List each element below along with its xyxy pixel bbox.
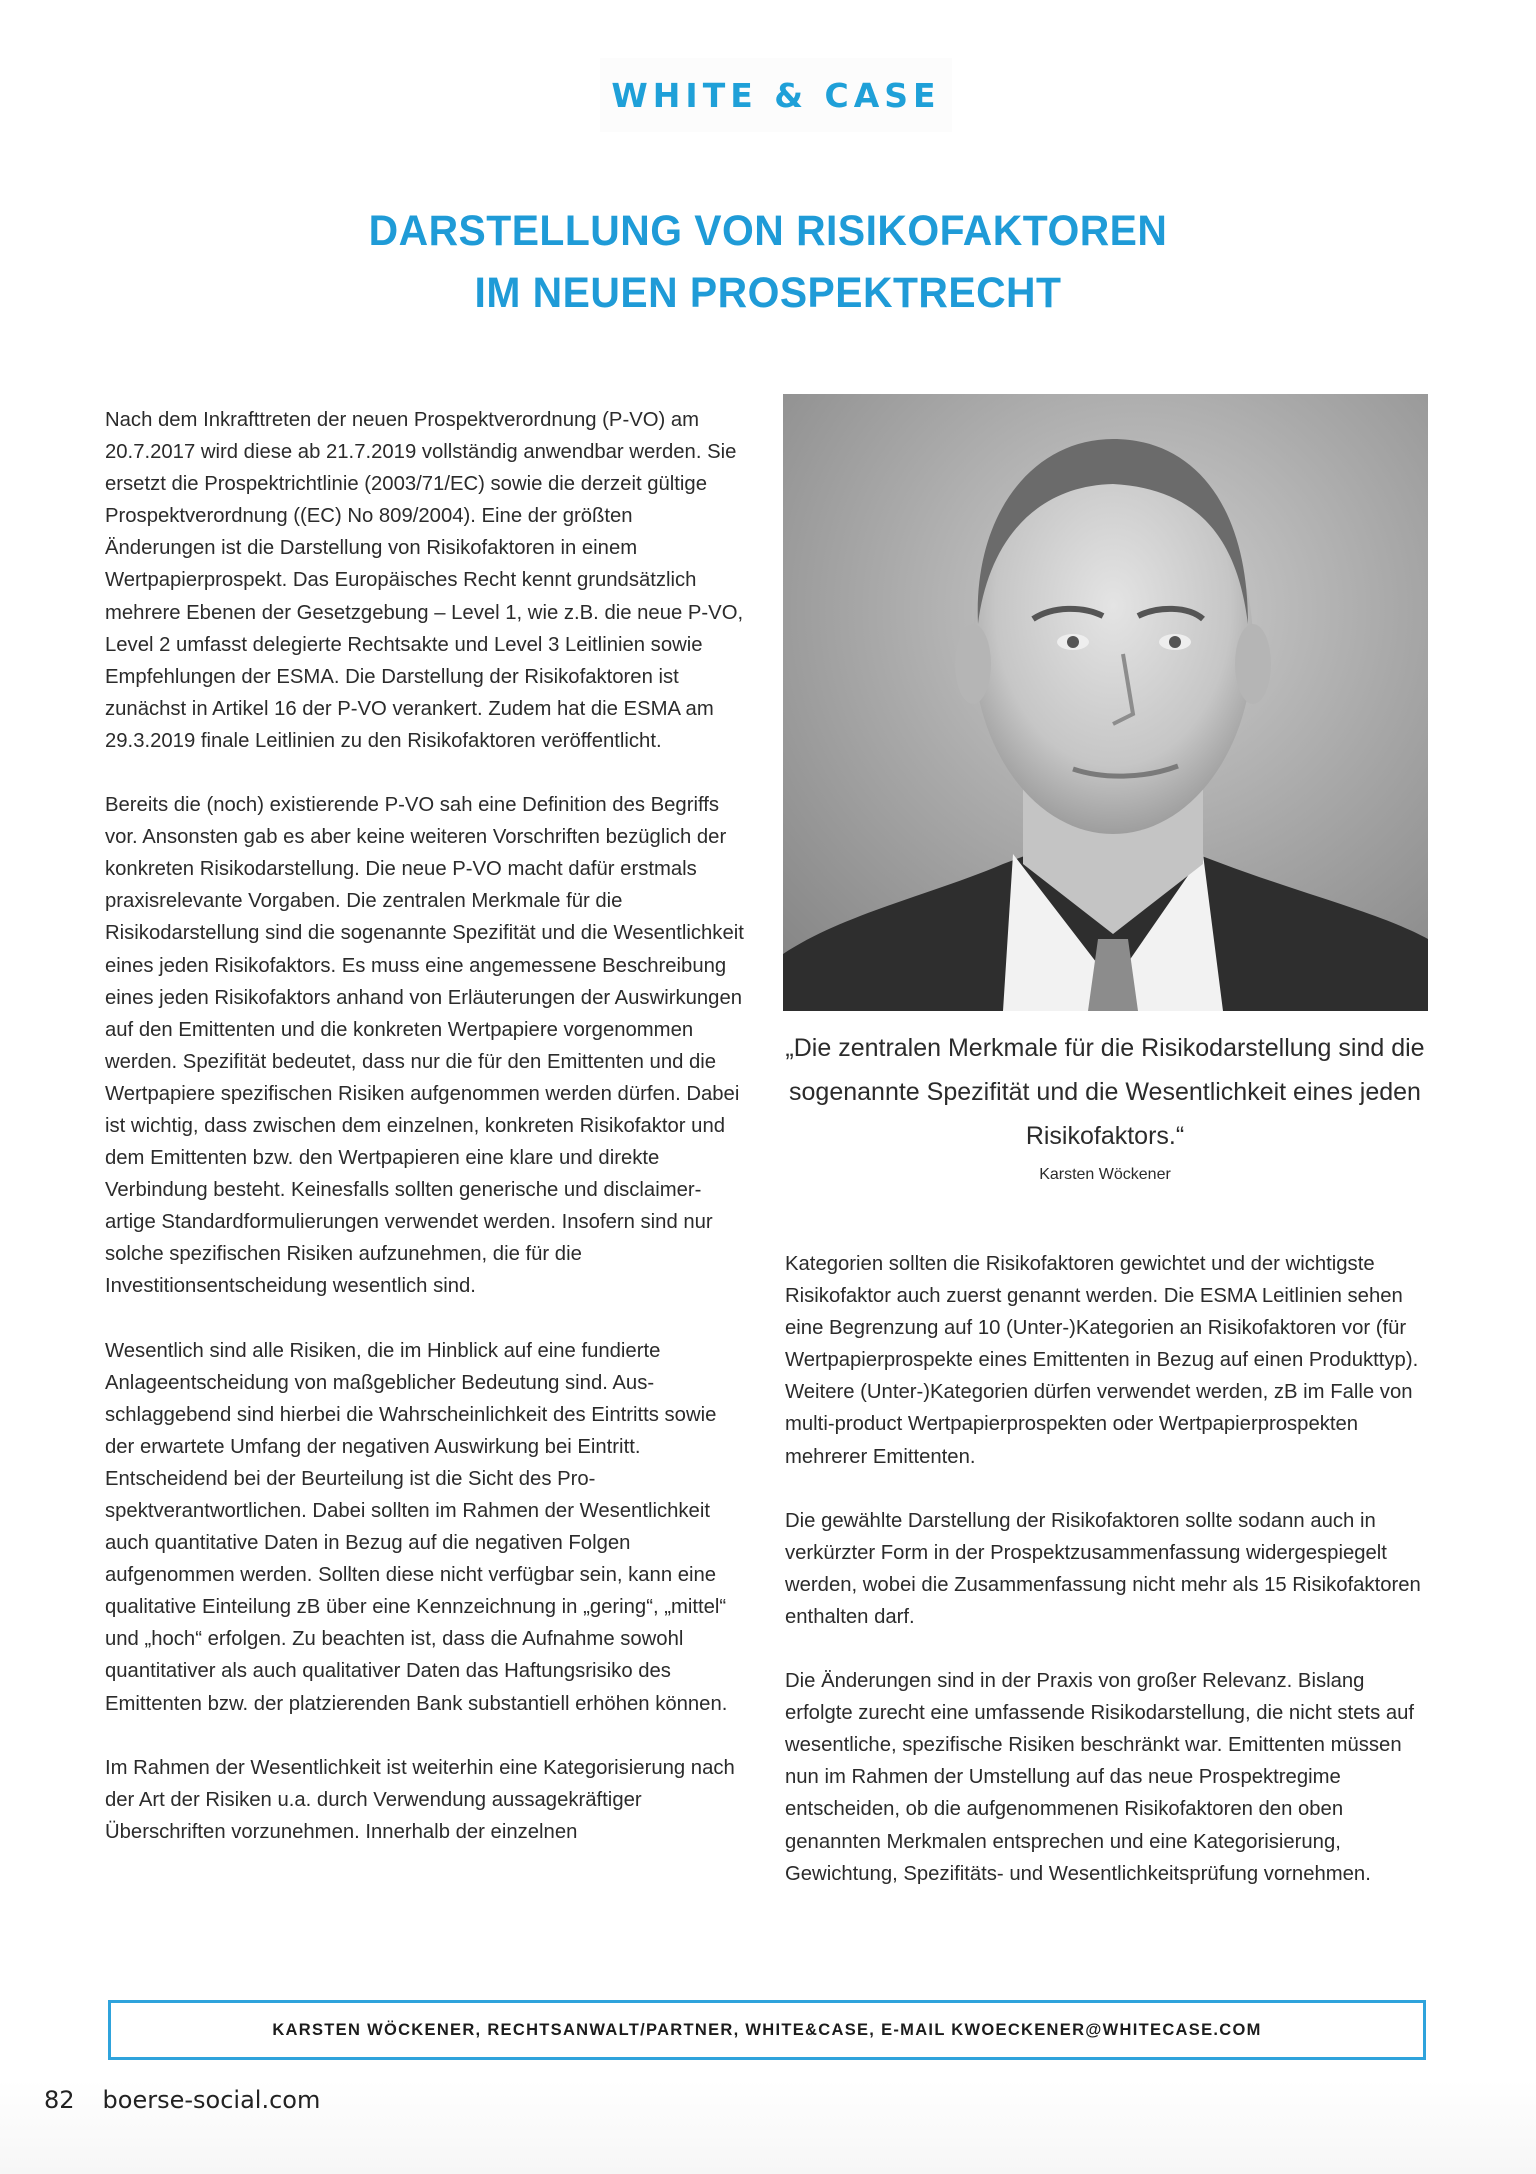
author-info-text: KARSTEN WÖCKENER, RECHTSANWALT/PARTNER, WHITE&CASE, E-MAIL KWOECKENER@WHITECASE.COM	[272, 2020, 1262, 2039]
portrait-illustration	[783, 394, 1428, 1011]
title-line-2: IM NEUEN PROSPEKTRECHT	[474, 269, 1062, 317]
article-title	[38, 200, 1497, 324]
paragraph: Die Änderungen sind in der Praxis von großer Relevanz. Bislang erfolgte zurecht eine umfassende Risikodarstellung, die nicht stets auf wesentliche, spezifische Risiken beschränkt war. Emittenten müssen nun im Rahmen der Umstellung auf das neue Prospektregime entscheiden, ob die aufgenommenen Risikofaktoren den oben genannten Merkmalen entsprechen und eine Kategorisierung, Gewichtung, Spezifitäts- und Wesentlichkeitsprüfung vornehmen.	[785, 1670, 1415, 1885]
page-number: 82	[44, 2086, 75, 2114]
quote-author: Karsten Wöckener	[1039, 1166, 1171, 1183]
site-name: boerse-social.com	[102, 2086, 321, 2114]
paragraph: Wesentlich sind alle Risiken, die im Hinblick auf eine fundierte Anlageentscheidung von maßgeblicher Bedeutung sind. Ausschlaggebend sind hierbei die Wahrscheinlichkeit des Eintritts sowie der erwartete Umfang der negativen Auswirkung bei Eintritt. Entscheidend bei der Beurteilung ist die Sicht des Prospektverantwortlichen. Dabei sollten im Rahmen der Wesentlichkeit auch quantitative Daten in Bezug auf die negativen Folgen aufgenommen werden. Sollten diese nicht verfügbar sein, kann eine qualitative Einteilung zB über eine Kennzeichnung in „gering“, „mittel“ und „hoch“ erfolgen. Zu beachten ist, dass die Aufnahme sowohl quantitativer als auch qualitativer Daten das Haftungsrisiko des Emittenten bzw. der platzierenden Bank substantiell erhöhen können.	[105, 1339, 728, 1715]
paragraph: Nach dem Inkrafttreten der neuen Prospektverordnung (P-VO) am 20.7.2017 wird diese ab 21.7.2019 vollständig anwendbar werden. Sie ersetzt die Prospektrichtlinie (2003/71/EC) sowie die derzeit gültige Prospektverordnung ((EC) No 809/2004). Eine der größten Änderungen ist die Darstellung von Risikofaktoren in einem Wertpapierprospekt. Das Europäisches Recht kennt grundsätzlich mehrere Ebenen der Gesetzgebung – Level 1, wie z.B. die neue P-VO, Level 2 umfasst delegierte Rechtsakte und Level 3 Leitlinien sowie Empfehlungen der ESMA. Die Darstellung der Risikofaktoren ist zunächst in Artikel 16 der P-VO verankert. Zudem hat die ESMA am 29.3.2019 finale Leitlinien zu den Risikofaktoren veröffentlicht.	[105, 409, 744, 752]
white-case-logo	[600, 58, 952, 132]
author-info-box	[108, 2000, 1426, 2060]
paragraph: Kategorien sollten die Risikofaktoren gewichtet und der wichtigste Risikofaktor auch zuerst genannt werden. Die ESMA Leitlinien sehen eine Begrenzung auf 10 (Unter-)Kategorien an Risikofaktoren vor (für Wertpapierprospekte eines Emittenten in Bezug auf einen Produkttyp). Weitere (Unter-)Kategorien dürfen verwendet werden, zB im Falle von multi-product Wertpapierprospekten oder Wertpapierprospekten mehrerer Emittenten.	[785, 1253, 1419, 1468]
title-line-1: DARSTELLUNG VON RISIKOFAKTOREN	[368, 207, 1168, 255]
paragraph: Die gewählte Darstellung der Risikofaktoren sollte sodann auch in verkürzter Form in der Prospektzusammenfassung widergespiegelt werden, wobei die Zusammenfassung nicht mehr als 15 Risikofaktoren enthalten darf.	[785, 1509, 1421, 1628]
author-portrait	[783, 394, 1428, 1011]
logo-text: WHITE & CASE	[611, 75, 941, 115]
pull-quote: „Die zentralen Merkmale für die Risikodarstellung sind die sogenannte Spezifität und die Wesentlichkeit eines jeden Risikofaktors.“	[785, 1034, 1425, 1150]
page-footer	[44, 2086, 320, 2114]
paragraph: Im Rahmen der Wesentlichkeit ist weiterhin eine Kategorisierung nach der Art der Risiken u.a. durch Verwendung aussagekräftiger Überschriften vorzunehmen. Innerhalb der einzelnen	[105, 1756, 735, 1843]
left-column	[105, 404, 745, 1848]
paragraph: Bereits die (noch) existierende P-VO sah eine Definition des Begriffs vor. Ansonsten gab es aber keine weiteren Vorschriften bezüglich der konkreten Risikodarstellung. Die neue P-VO macht dafür erstmals praxisrelevante Vorgaben. Die zentralen Merkmale für die Risikodarstellung sind die sogenannte Spezifität und die Wesentlichkeit eines jeden Risikofaktors. Es muss eine angemessene Beschreibung eines jeden Risikofaktors anhand von Erläuterungen der Auswirkungen auf den Emittenten und die konkreten Wertpapiere vorgenommen werden. Spezifität bedeutet, dass nur die für den Emittenten und die Wertpapiere spezifischen Risiken aufgenommen werden dürfen. Dabei ist wichtig, dass zwischen dem einzelnen, konkreten Risikofaktor und dem Emittenten bzw. den Wertpapieren eine klare und direkte Verbindung besteht. Keinesfalls sollten generische und disclaimer-artige Standardformulierungen verwendet werden. Insofern sind nur solche spezifischen Risiken aufzunehmen, die für die Investitionsentscheidung wesentlich sind.	[105, 794, 744, 1298]
right-column	[785, 1248, 1435, 1890]
